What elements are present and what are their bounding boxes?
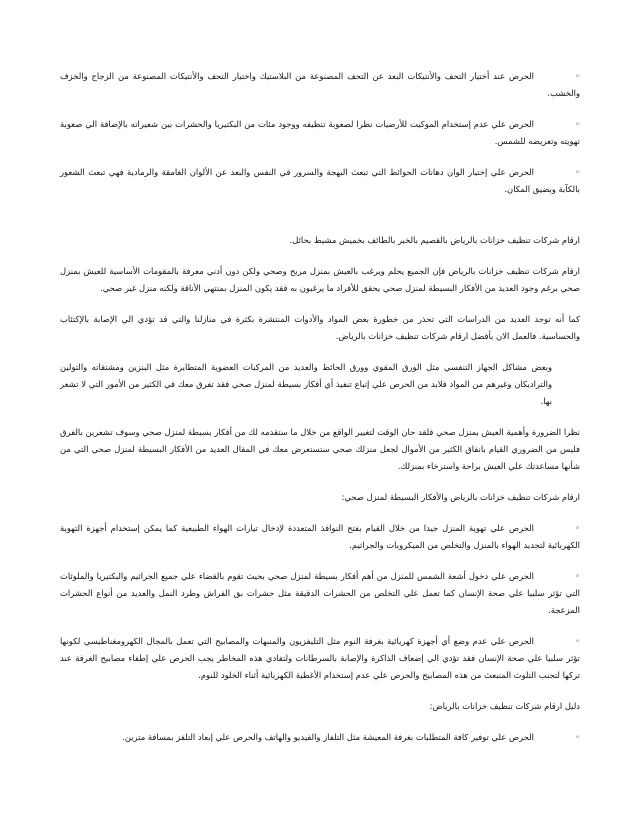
bullet-text: الحرص علي إختيار الوان دهانات الحوائط التي تبعث البهجة والسرور في النفس والبعد عن الألوان الغامقة والرمادية فهي تبعث الشعور بالكآبة وبضيق المكان.	[60, 167, 580, 194]
bullet-text: الحرص عند أختيار التحف والأنتيكات البعد عن التحف المصنوعة من البلاستيك واختيار التحف والأنتيكات المصنوعة من الزجاج والخزف والخشب.	[60, 71, 580, 98]
bullet-marker: ◦	[575, 523, 580, 533]
bullet-paragraph	[60, 164, 580, 198]
body-paragraph: وبعض مشاكل الجهاز التنفسي مثل الورق المقوي وورق الحائط والعديد من المركبات العضوية المتطايرة مثل البنزين ومشتقاته والتولين والتراديكان وغيرهم من المواد فلابد من الحرص علي إتباع تنفيذ أي أفكار بسيطة لمنزل صحي فقد تفرق معك في الكثير من الأمور التي لا تشعر بها.	[60, 362, 552, 406]
bullet-marker: ◦	[575, 636, 580, 646]
body-paragraph: ارقام شركات تنظيف خزانات بالرياض فإن الجميع يحلم ويرغب بالعيش بمنزل مريح وصحي ولكن دون أدني معرفة بالمقومات الأساسية للعيش بمنزل صحي برغم وجود العديد من الأفكار البسيطة لمنزل صحي يحقق للأفراد ما يرغبون به فقد يكون المنزل بمنتهي الأناقة ولكنه منزل غير صحي.	[60, 266, 580, 293]
bullet-paragraph	[60, 520, 580, 554]
bullet-paragraph	[60, 116, 580, 150]
bullet-marker: ◦	[575, 119, 580, 129]
bullet-text: الحرص علي توفير كافة المتطلبات بغرفة المعيشة مثل التلفاز والفيديو والهاتف والحرص علي إبعاد التلفز بمسافة مترين.	[122, 732, 534, 742]
bullet-marker: ◦	[575, 167, 580, 177]
bullet-paragraph	[60, 633, 580, 684]
bullet-text: الحرص علي تهوية المنزل جيدا من خلال القيام بفتح النوافذ المتعددة لإدخال تيارات الهواء الطبيعية كما يمكن إستخدام أجهزة التهوية الكهربائية لتجديد الهواء بالمنزل والتخلص من الميكروبات والجراثيم.	[60, 523, 580, 550]
section-heading: ارقام شركات تنظيف خزانات بالرياض والأفكار البسيطة لمنزل صحي:	[341, 492, 580, 502]
body-paragraph: نظرا الضرورة وأهمية العيش بمنزل صحي فلقد حان الوقت لتغيير الواقع من خلال ما ستقدمه لك من أفكار بسيطة لمنزل صحي وسوف تشعرين بالفرق فليس من الضروري القيام بانفاق الكثير من الأموال لجعل منزلك صحي ستستعرض معك في المقال العديد من الأفكار البسيطة لمنزل صحي التي من شأنها مساعدتك علي العيش براحة واسترخاء بمنزلك.	[60, 427, 580, 471]
bullet-text: الحرص علي عدم وضع أي أجهزة كهربائية بغرفة النوم مثل التليفزيون والمنبهات والمصابيح التي تعمل بالمجال الكهرومغناطيسي لكونها تؤثر سلبيا علي صحة الإنسان فقد تؤدي الي إضعاف الذاكرة والإصابة بالسرطانات ولتفادي هذه المخاطر يجب الحرص علي إطفاء مصابيح الغرفة عند تركها لتجنب التلوث المنبعث من هذه المصابيح والحرص علي عدم إستخدام الأغطية الكهربائية أثناء الخلود للنوم.	[60, 636, 580, 680]
intro-paragraph: ارقام شركات تنظيف خزانات بالرياض بالقصيم بالخبر بالطائف بخميش مشيط بحائل.	[289, 235, 580, 245]
bullet-paragraph	[60, 568, 580, 619]
bullet-marker: ◦	[575, 732, 580, 742]
bullet-marker: ◦	[575, 571, 580, 581]
bullet-paragraph	[60, 729, 580, 746]
bullet-text: الحرص علي دخول أشعة الشمس للمنزل من أهم أفكار بسيطة لمنزل صحي بحيث تقوم بالقضاء علي جميع الجراثيم والبكتيريا والملوثات التي تؤثر سلبيا علي صحة الإنسان كما تعمل علي التخلص من الحشرات الدقيقة مثل حشرات بق الفراش وطرد النمل والعديد من أنواع الحشرات المزعجة.	[60, 571, 580, 615]
body-paragraph: كما أنه توجد العديد من الدراسات التي تحذر من خطورة بعض المواد والأدوات المنتشرة بكثرة في منازلنا والتي قد تؤدي الي الإصابة بالإكتئاب والحساسية. فالعمل الان بأفضل ارقام شركات تنظيف خزانات بالرياض.	[60, 314, 580, 341]
section-heading: دليل ارقام شركات تنظيف خزانات بالرياض:	[429, 701, 580, 711]
bullet-paragraph	[60, 68, 580, 102]
bullet-marker: ◦	[575, 71, 580, 81]
bullet-text: الحرص علي عدم إستخدام الموكيت للأرضيات نظرا لصعوبة تنظيفه ووجود مئات من البكتيريا والحشرات بين شعيراته بالإضافة الي صعوبة تهويته وتعريضه للشمس.	[60, 119, 580, 146]
